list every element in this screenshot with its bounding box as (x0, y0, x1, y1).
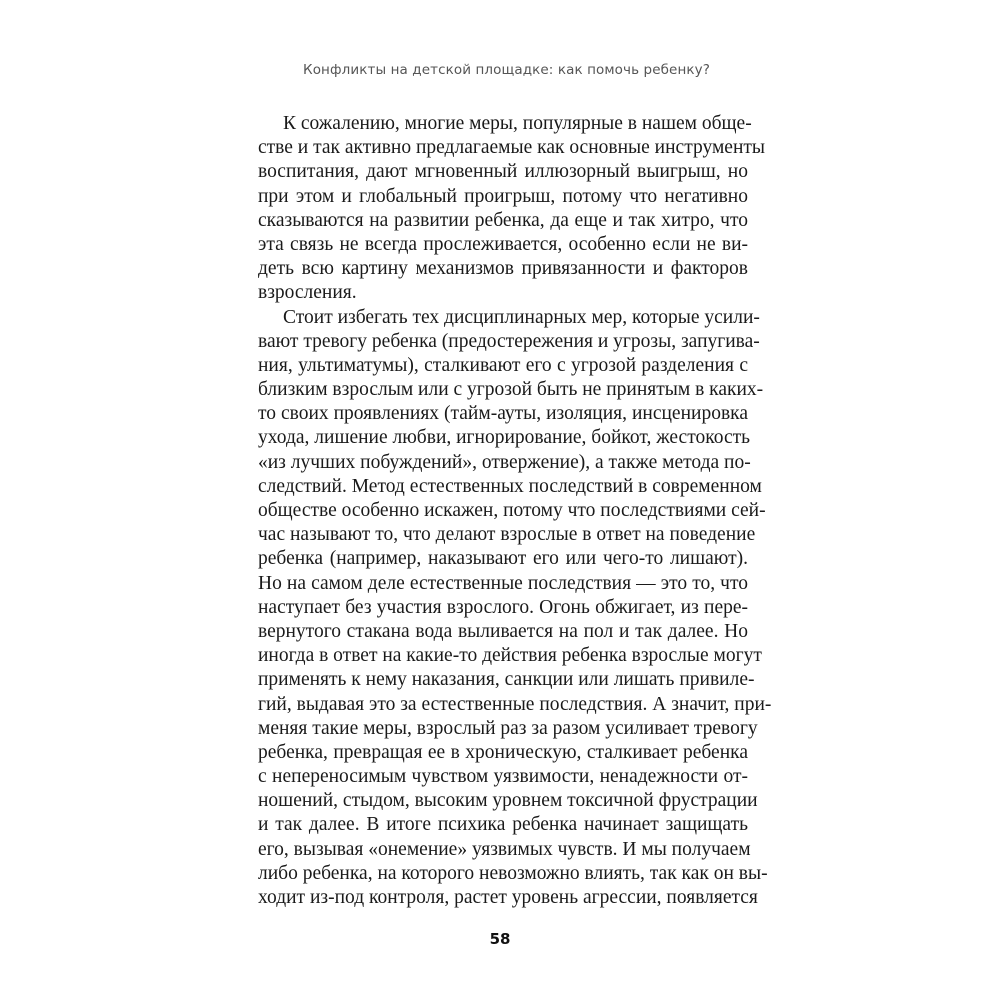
text-line: взросления. (258, 282, 357, 304)
text-line: и так далее. В итоге психика ребенка начинает защищать (258, 814, 748, 836)
text-line: меняя такие меры, взрослый раз за разом усиливает тревогу (258, 717, 758, 739)
text-line: обществе особенно искажен, потому что последствиями сей- (258, 500, 766, 521)
text-line: при этом и глобальный проигрыш, потому что негативно (258, 185, 748, 207)
text-line: деть всю картину механизмов привязанности и факторов (258, 258, 748, 280)
text-line: воспитания, дают мгновенный иллюзорный выигрыш, но (258, 161, 748, 183)
text-line: иногда в ответ на какие-то действия ребенка взрослые могут (258, 645, 762, 667)
text-line: час называют то, что делают взрослые в ответ на поведение (258, 524, 756, 546)
text-line: Стоит избегать тех дисциплинарных мер, которые усили- (283, 306, 760, 328)
text-line: ухода, лишение любви, игнорирование, бойкот, жестокость (258, 427, 751, 449)
text-line: ходит из-под контроля, растет уровень агрессии, появляется (258, 887, 758, 908)
text-line: либо ребенка, на которого невозможно влиять, так как он вы- (258, 862, 768, 884)
text-line: гий, выдавая это за естественные последствия. А значит, при- (258, 693, 772, 715)
text-line: ребенка, превращая ее в хроническую, сталкивает ребенка (258, 741, 748, 763)
text-line: следствий. Метод естественных последствий в современном (258, 475, 762, 497)
text-line: наступает без участия взрослого. Огонь обжигает, из пере- (258, 596, 748, 618)
text-line: сказываются на развитии ребенка, да еще и так хитро, что (258, 209, 748, 231)
text-line: применять к нему наказания, санкции или лишать привиле- (258, 669, 755, 691)
page-number: 58 (489, 930, 511, 948)
text-line: с непереносимым чувством уязвимости, ненадежности от- (258, 766, 748, 788)
running-head: Конфликты на детской площадке: как помочь ребенку? (303, 62, 710, 78)
text-line: эта связь не всегда прослеживается, особенно если не ви- (258, 233, 748, 255)
text-line: ребенка (например, наказывают его или чего-то лишают). (258, 548, 748, 570)
body-text (258, 112, 772, 910)
text-line: близким взрослым или с угрозой быть не принятым в каких- (258, 379, 764, 401)
text-line: Но на самом деле естественные последствия — это то, что (258, 572, 748, 594)
text-line: то своих проявлениях (тайм-ауты, изоляция, инсценировка (258, 403, 748, 425)
text-line: «из лучших побуждений», отвержение), а также метода по- (258, 451, 751, 473)
text-line: ношений, стыдом, высоким уровнем токсичной фрустрации (258, 790, 758, 812)
text-line: стве и так активно предлагаемые как основные инструменты (258, 137, 765, 159)
text-line: вернутого стакана вода выливается на пол и так далее. Но (258, 620, 748, 642)
text-line: ния, ультиматумы), сталкивают его с угрозой разделения с (258, 354, 748, 376)
text-line: К сожалению, многие меры, популярные в нашем обще- (283, 113, 752, 134)
text-line: вают тревогу ребенка (предостережения и угрозы, запугива- (258, 330, 760, 352)
text-line: его, вызывая «онемение» уязвимых чувств. И мы получаем (258, 838, 751, 860)
